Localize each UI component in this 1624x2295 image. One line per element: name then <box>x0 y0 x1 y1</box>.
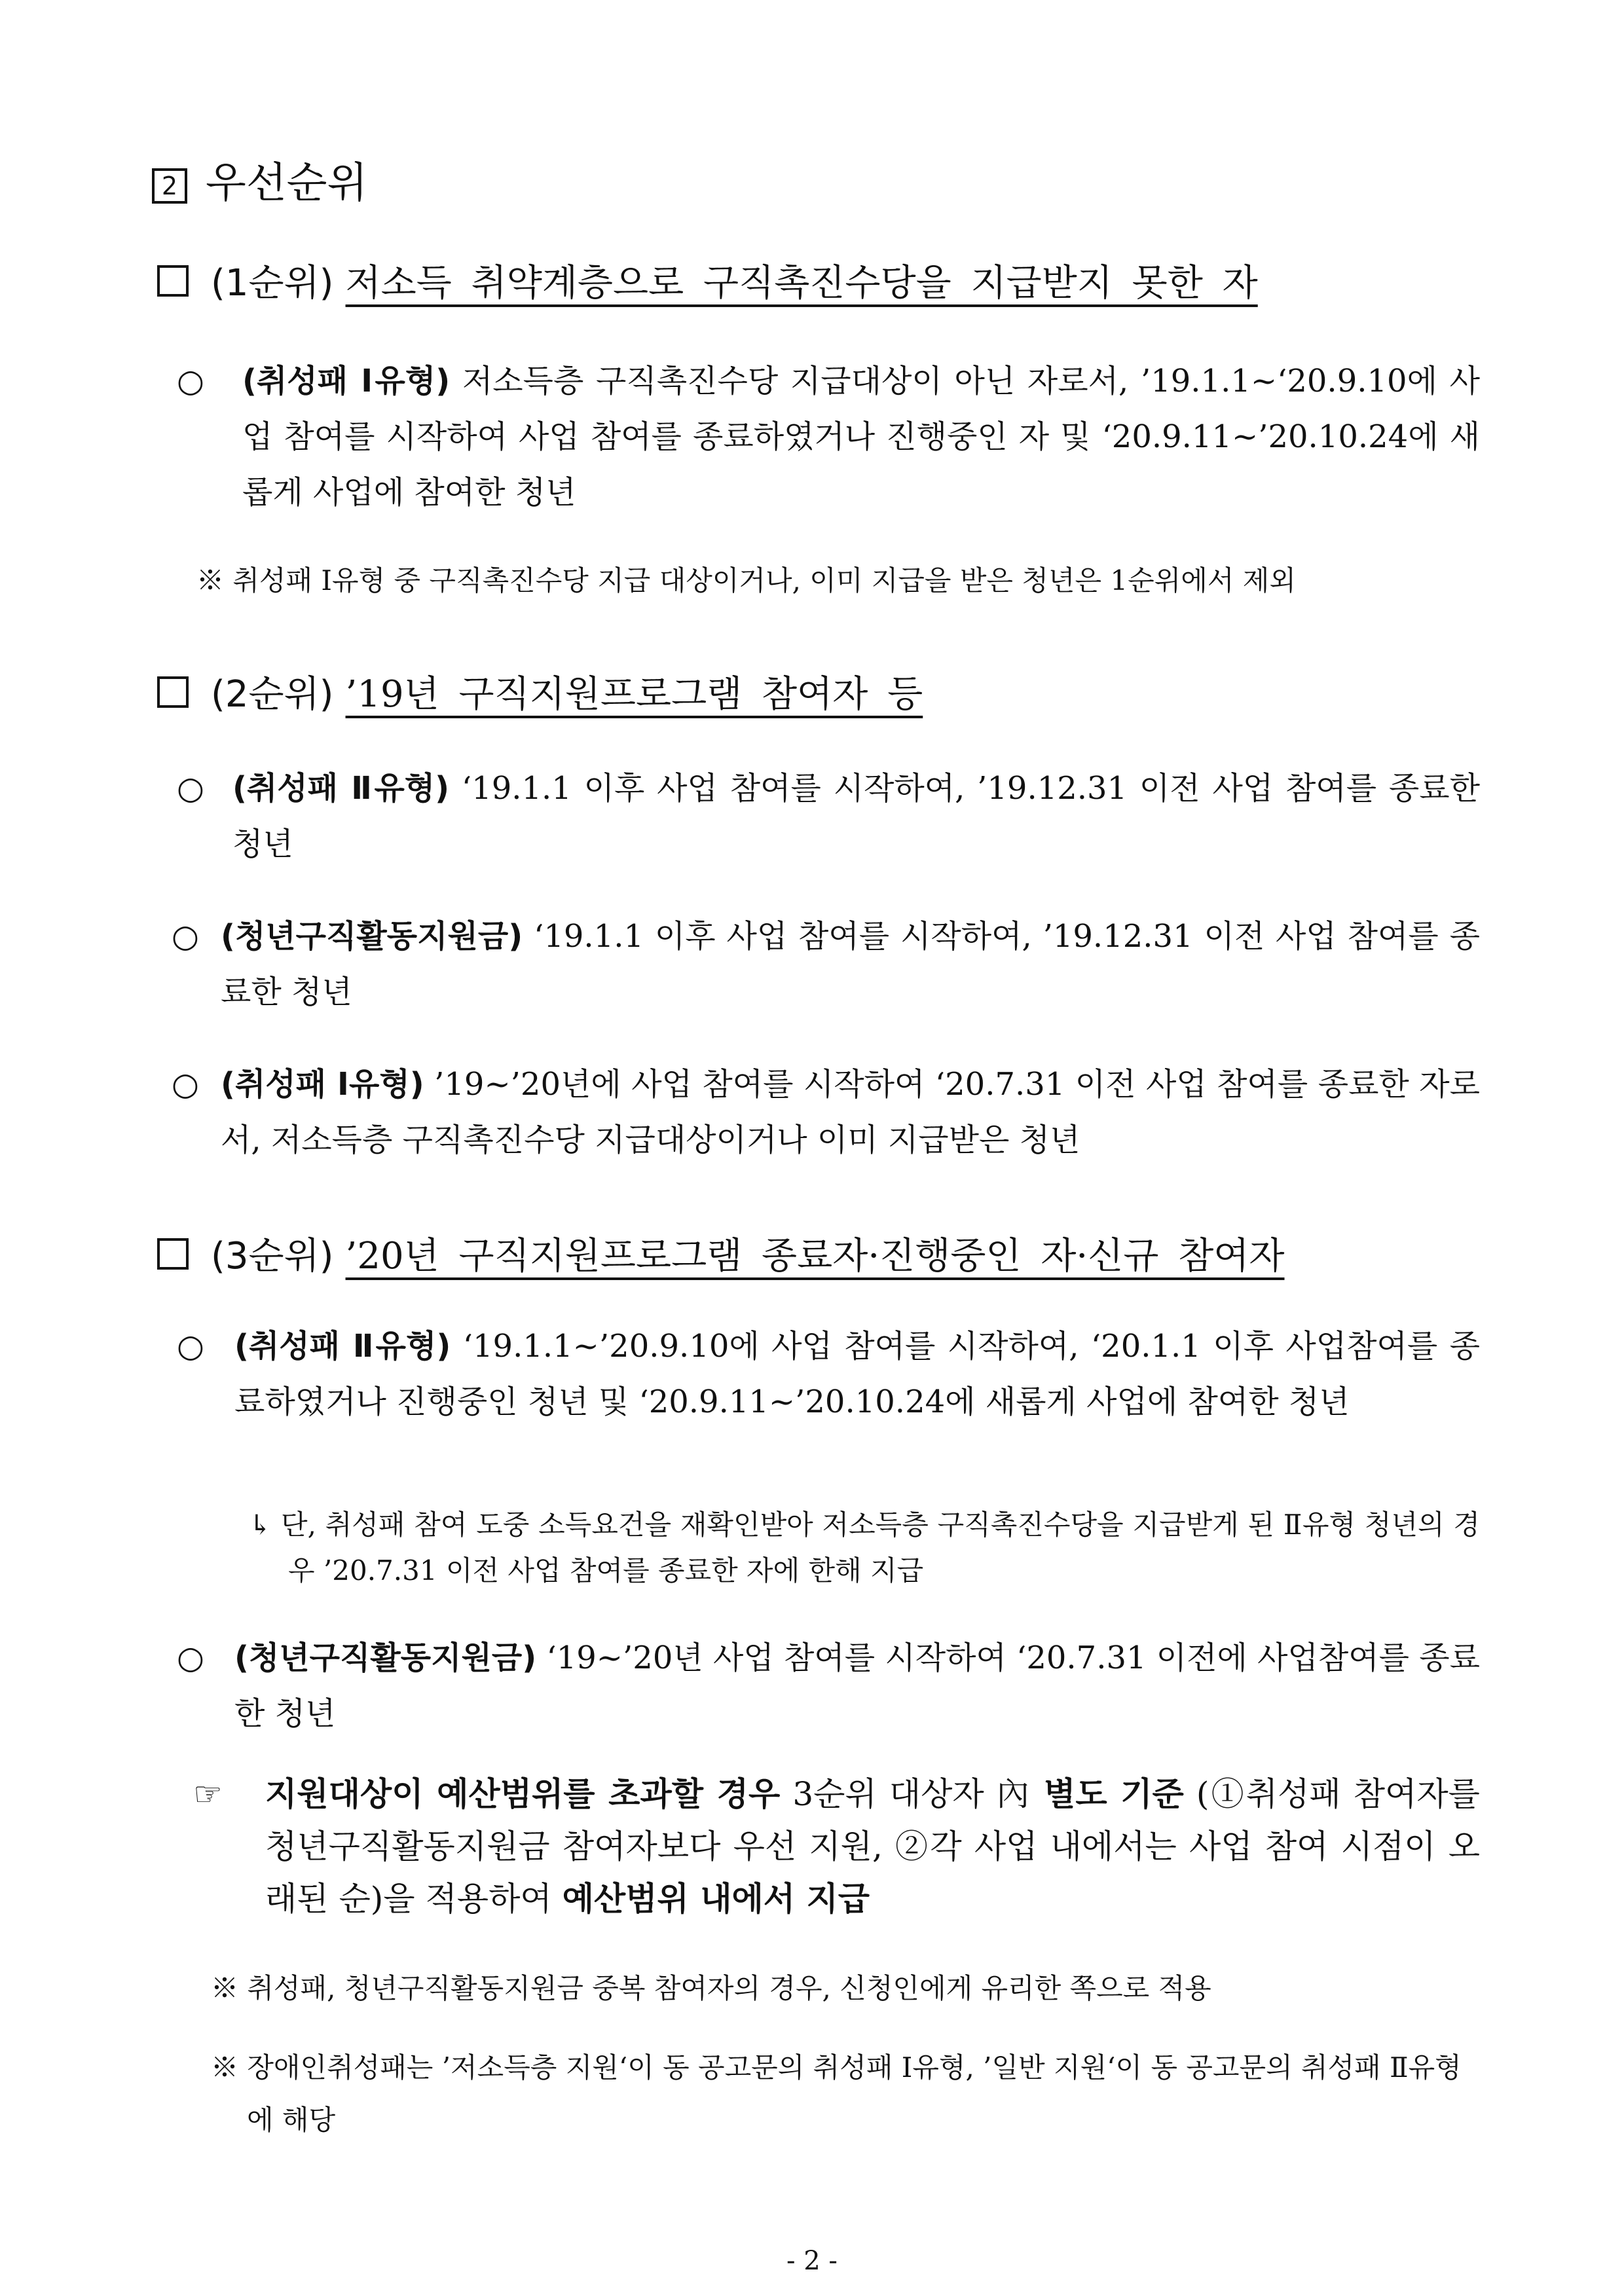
budget-rule-rest: (①취성패 참여자를 청년구직활동지원금 참여자보다 우선 지원, ②각 사업 내에서는 사업 참여 시점이 오래된 순)을 적용하여 <box>265 1775 1480 1918</box>
circle-bullet-icon: ○ <box>177 1640 204 1676</box>
priority-2-prefix: (2순위) <box>211 673 334 716</box>
note-text: ※ 장애인취성패는 ’저소득층 지원‘이 동 공고문의 취성패 Ⅰ유형, ’일반 지원‘이 동 공고문의 취성패 Ⅱ유형에 해당 <box>211 2051 1462 2136</box>
priority-1-title: 저소득 취약계층으로 구직촉진수당을 지급받지 못한 자 <box>345 262 1258 304</box>
bullet-label: (청년구직활동지원금) <box>234 1640 537 1676</box>
priority-3-note-2 <box>211 2042 1480 2136</box>
budget-rule-bold-2: 별도 기준 <box>1044 1775 1184 1813</box>
priority-2-title: ’19년 구직지원프로그램 참여자 등 <box>345 673 923 716</box>
priority-2-bullet-3 <box>172 1057 1480 1175</box>
note-text: ※ 취성패, 청년구직활동지원금 중복 참여자의 경우, 신청인에게 유리한 쪽으로 적용 <box>211 1972 1211 2004</box>
sub-note-text: ↳ 단, 취성패 참여 도중 소득요건을 재확인받아 저소득층 구직촉진수당을 지급받게 된 Ⅱ유형 청년의 경우 ’20.7.31 이전 사업 참여를 종료한 자에 한해 지급 <box>249 1509 1480 1587</box>
bullet-label: (청년구직활동지원금) <box>221 918 523 955</box>
bullet-label: (취성패 Ⅰ유형) <box>221 1066 424 1103</box>
bullet-label: (취성패 Ⅰ유형) <box>242 363 451 399</box>
priority-1-prefix: (1순위) <box>211 262 334 304</box>
priority-3-bullet-1 <box>177 1319 1480 1489</box>
note-text: ※ 취성패 Ⅰ유형 중 구직촉진수당 지급 대상이거나, 이미 지급을 받은 청년은 1순위에서 제외 <box>196 564 1296 597</box>
circle-bullet-icon: ○ <box>177 363 204 399</box>
bullet-text: ‘19.1.1 이후 사업 참여를 시작하여, ’19.12.31 이전 사업 참여를 종료한 청년 <box>232 770 1480 862</box>
priority-1-bullet-1 <box>177 354 1480 524</box>
bullet-label: (취성패 Ⅱ유형) <box>234 1328 451 1365</box>
bullet-text: ‘19.1.1~’20.9.10에 사업 참여를 시작하여, ‘20.1.1 이후 사업참여를 종료하였거나 진행중인 청년 및 ‘20.9.11~’20.10.24에 새롭게 사업에 참여한 청년 <box>234 1328 1480 1420</box>
section-heading <box>152 149 367 210</box>
budget-rule-mid: 3순위 대상자 內 <box>780 1775 1044 1813</box>
bullet-text: 저소득층 구직촉진수당 지급대상이 아닌 자로서, ’19.1.1~‘20.9.10에 사업 참여를 시작하여 사업 참여를 종료하였거나 진행중인 자 및 ‘20.9.11~’20.10.24에 새롭게 사업에 참여한 청년 <box>242 363 1480 511</box>
bullet-label: (취성패 Ⅱ유형) <box>232 770 450 807</box>
bullet-text: ‘19.1.1 이후 사업 참여를 시작하여, ’19.12.31 이전 사업 참여를 종료한 청년 <box>221 918 1480 1010</box>
checkbox-square-icon <box>157 676 189 708</box>
priority-3-budget-rule <box>193 1768 1480 1932</box>
section-title: 우선순위 <box>206 159 368 208</box>
pointing-hand-icon: ☞ <box>193 1775 223 1813</box>
checkbox-square-icon <box>157 265 189 297</box>
priority-2-heading <box>157 665 923 718</box>
budget-rule-bold-3: 예산범위 내에서 지급 <box>562 1880 870 1918</box>
section-number-box: 2 <box>152 168 187 204</box>
bullet-text: ’19~’20년에 사업 참여를 시작하여 ‘20.7.31 이전 사업 참여를 종료한 자로서, 저소득층 구직촉진수당 지급대상이거나 이미 지급받은 청년 <box>221 1066 1480 1158</box>
priority-3-prefix: (3순위) <box>211 1235 334 1277</box>
priority-2-bullet-1 <box>177 761 1480 879</box>
priority-3-bullet-2 <box>177 1630 1480 1748</box>
priority-3-heading <box>157 1227 1285 1279</box>
budget-rule-bold-1: 지원대상이 예산범위를 초과할 경우 <box>265 1775 781 1813</box>
circle-bullet-icon: ○ <box>177 770 204 807</box>
priority-1-heading <box>157 254 1258 306</box>
circle-bullet-icon: ○ <box>177 1328 204 1365</box>
circle-bullet-icon: ○ <box>172 1066 199 1103</box>
priority-3-sub-note <box>249 1502 1480 1600</box>
circle-bullet-icon: ○ <box>172 918 199 955</box>
bullet-text: ‘19~’20년 사업 참여를 시작하여 ‘20.7.31 이전에 사업참여를 종료한 청년 <box>234 1640 1480 1732</box>
priority-3-title: ’20년 구직지원프로그램 종료자·진행중인 자·신규 참여자 <box>345 1235 1285 1277</box>
page-number: - 2 - <box>786 2246 838 2276</box>
checkbox-square-icon <box>157 1238 189 1270</box>
priority-2-bullet-2 <box>172 909 1480 1027</box>
